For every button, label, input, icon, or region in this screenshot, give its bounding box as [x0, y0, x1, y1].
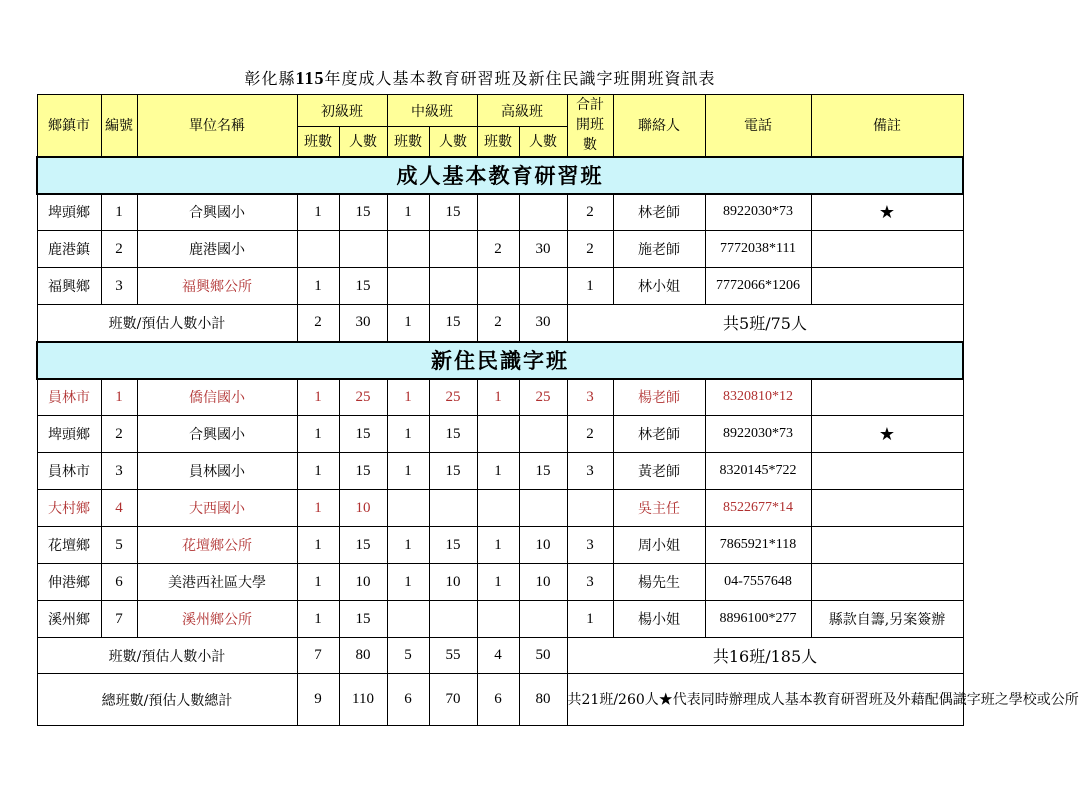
cell-b-c: 1: [297, 194, 339, 231]
cell-unit: 僑信國小: [137, 379, 297, 416]
cell-town: 花壇鄉: [37, 527, 101, 564]
table-row: [37, 527, 963, 564]
cell-m-c: [387, 490, 429, 527]
cell-b-c: [297, 231, 339, 268]
cell-a-c: 1: [477, 527, 519, 564]
subtotal-b-c: 7: [297, 638, 339, 674]
cell-note: [811, 564, 963, 601]
cell-b-c: 1: [297, 268, 339, 305]
cell-b-c: 1: [297, 416, 339, 453]
cell-m-c: 1: [387, 527, 429, 564]
star-icon: ★: [811, 194, 963, 231]
cell-contact: 林老師: [613, 194, 705, 231]
cell-town: 溪州鄉: [37, 601, 101, 638]
header-phone: 電話: [705, 95, 811, 157]
page-title: 彰化縣115年度成人基本教育研習班及新住民識字班開班資訊表: [244, 68, 716, 88]
cell-a-p: 15: [519, 453, 567, 490]
cell-a-c: [477, 601, 519, 638]
grand-total-a-c: 6: [477, 674, 519, 726]
cell-town: 埤頭鄉: [37, 194, 101, 231]
cell-b-c: 1: [297, 564, 339, 601]
header-middle-classes: 班數: [387, 127, 429, 157]
cell-contact: 林小姐: [613, 268, 705, 305]
header-contact: 聯絡人: [613, 95, 705, 157]
cell-phone: 7772066*1206: [705, 268, 811, 305]
cell-total-classes: 3: [567, 564, 613, 601]
cell-b-c: 1: [297, 453, 339, 490]
cell-m-c: [387, 601, 429, 638]
cell-unit: 合興國小: [137, 194, 297, 231]
cell-town: 福興鄉: [37, 268, 101, 305]
grand-total-summary: 共21班/260人★代表同時辦理成人基本教育研習班及外藉配偶識字班之學校或公所: [567, 674, 963, 726]
cell-total-classes: 3: [567, 379, 613, 416]
header-town: 鄉鎮市: [37, 95, 101, 157]
table-row: [37, 231, 963, 268]
cell-a-c: 1: [477, 453, 519, 490]
header-advanced-people: 人數: [519, 127, 567, 157]
cell-a-c: [477, 194, 519, 231]
subtotal-m-c: 5: [387, 638, 429, 674]
cell-no: 3: [101, 268, 137, 305]
subtotal-m-p: 15: [429, 305, 477, 342]
cell-town: 埤頭鄉: [37, 416, 101, 453]
cell-b-p: 15: [339, 601, 387, 638]
cell-total-classes: 2: [567, 194, 613, 231]
cell-no: 2: [101, 231, 137, 268]
cell-note: [811, 527, 963, 564]
cell-m-c: 1: [387, 416, 429, 453]
section-header-row: [37, 157, 963, 194]
cell-note: 縣款自籌,另案簽辦: [811, 601, 963, 638]
section-title: 成人基本教育研習班: [37, 157, 963, 194]
cell-phone: 7772038*111: [705, 231, 811, 268]
cell-a-p: [519, 601, 567, 638]
section-title: 新住民識字班: [37, 342, 963, 379]
cell-a-p: [519, 416, 567, 453]
subtotal-a-p: 50: [519, 638, 567, 674]
section-header-row: [37, 342, 963, 379]
cell-town: 大村鄉: [37, 490, 101, 527]
cell-total-classes: 1: [567, 268, 613, 305]
cell-a-c: [477, 490, 519, 527]
cell-total-classes: 1: [567, 601, 613, 638]
cell-unit: 合興國小: [137, 416, 297, 453]
cell-town: 員林市: [37, 453, 101, 490]
cell-phone: 8320810*12: [705, 379, 811, 416]
cell-b-p: 15: [339, 268, 387, 305]
cell-a-c: 2: [477, 231, 519, 268]
header-total-classes: 合計 開班 數: [567, 95, 613, 157]
cell-m-p: 15: [429, 527, 477, 564]
subtotal-a-p: 30: [519, 305, 567, 342]
subtotal-a-c: 4: [477, 638, 519, 674]
cell-a-c: 1: [477, 564, 519, 601]
cell-phone: 7865921*118: [705, 527, 811, 564]
cell-unit: 花壇鄉公所: [137, 527, 297, 564]
subtotal-row: [37, 305, 963, 342]
cell-m-c: 1: [387, 194, 429, 231]
cell-phone: 8320145*722: [705, 453, 811, 490]
table-row: [37, 490, 963, 527]
cell-total-classes: 3: [567, 453, 613, 490]
grand-total-b-c: 9: [297, 674, 339, 726]
cell-contact: 楊老師: [613, 379, 705, 416]
grand-total-row: [37, 674, 963, 726]
table-row: [37, 564, 963, 601]
cell-total-classes: 2: [567, 231, 613, 268]
cell-b-p: 10: [339, 564, 387, 601]
cell-contact: 施老師: [613, 231, 705, 268]
cell-m-c: 1: [387, 564, 429, 601]
header-note: 備註: [811, 95, 963, 157]
table-row: [37, 416, 963, 453]
cell-b-p: 10: [339, 490, 387, 527]
cell-m-p: 15: [429, 194, 477, 231]
cell-unit: 美港西社區大學: [137, 564, 297, 601]
cell-note: [811, 268, 963, 305]
table-row: [37, 379, 963, 416]
cell-a-p: [519, 268, 567, 305]
cell-a-p: 30: [519, 231, 567, 268]
cell-a-p: [519, 490, 567, 527]
cell-no: 2: [101, 416, 137, 453]
cell-no: 1: [101, 379, 137, 416]
cell-phone: 04-7557648: [705, 564, 811, 601]
subtotal-b-p: 30: [339, 305, 387, 342]
cell-m-c: 1: [387, 379, 429, 416]
cell-m-p: 15: [429, 416, 477, 453]
cell-unit: 大西國小: [137, 490, 297, 527]
cell-no: 4: [101, 490, 137, 527]
star-icon: ★: [811, 416, 963, 453]
header-beginner: 初級班: [297, 95, 387, 127]
cell-m-p: [429, 601, 477, 638]
cell-a-p: 10: [519, 564, 567, 601]
cell-contact: 林老師: [613, 416, 705, 453]
cell-phone: 8896100*277: [705, 601, 811, 638]
header-advanced-classes: 班數: [477, 127, 519, 157]
cell-a-c: 1: [477, 379, 519, 416]
cell-total-classes: 3: [567, 527, 613, 564]
cell-note: [811, 453, 963, 490]
cell-b-p: 15: [339, 453, 387, 490]
cell-note: [811, 490, 963, 527]
subtotal-b-c: 2: [297, 305, 339, 342]
cell-contact: 周小姐: [613, 527, 705, 564]
cell-m-p: [429, 490, 477, 527]
cell-contact: 楊小姐: [613, 601, 705, 638]
cell-b-p: 15: [339, 194, 387, 231]
cell-b-p: [339, 231, 387, 268]
cell-b-p: 15: [339, 527, 387, 564]
cell-no: 7: [101, 601, 137, 638]
cell-m-p: [429, 268, 477, 305]
cell-a-c: [477, 268, 519, 305]
table-row: [37, 268, 963, 305]
cell-phone: 8922030*73: [705, 194, 811, 231]
header-middle-people: 人數: [429, 127, 477, 157]
grand-total-label: 總班數/預估人數總計: [37, 674, 297, 726]
cell-contact: 楊先生: [613, 564, 705, 601]
cell-m-p: 25: [429, 379, 477, 416]
cell-a-p: 25: [519, 379, 567, 416]
cell-a-p: 10: [519, 527, 567, 564]
grand-total-b-p: 110: [339, 674, 387, 726]
table-row: [37, 601, 963, 638]
cell-b-c: 1: [297, 601, 339, 638]
cell-a-c: [477, 416, 519, 453]
cell-unit: 溪州鄉公所: [137, 601, 297, 638]
subtotal-label: 班數/預估人數小計: [37, 305, 297, 342]
cell-m-c: [387, 231, 429, 268]
header-middle: 中級班: [387, 95, 477, 127]
grand-total-m-c: 6: [387, 674, 429, 726]
subtotal-a-c: 2: [477, 305, 519, 342]
cell-m-p: [429, 231, 477, 268]
cell-b-c: 1: [297, 379, 339, 416]
cell-m-c: 1: [387, 453, 429, 490]
cell-b-c: 1: [297, 527, 339, 564]
cell-unit: 鹿港國小: [137, 231, 297, 268]
subtotal-b-p: 80: [339, 638, 387, 674]
cell-b-p: 15: [339, 416, 387, 453]
cell-phone: 8922030*73: [705, 416, 811, 453]
cell-no: 6: [101, 564, 137, 601]
cell-note: [811, 379, 963, 416]
subtotal-summary: 共5班/75人: [567, 305, 963, 342]
grand-total-m-p: 70: [429, 674, 477, 726]
header-no: 編號: [101, 95, 137, 157]
cell-unit: 福興鄉公所: [137, 268, 297, 305]
subtotal-m-c: 1: [387, 305, 429, 342]
class-info-table: [36, 94, 1079, 726]
subtotal-row: [37, 638, 963, 674]
header-unit: 單位名稱: [137, 95, 297, 157]
subtotal-summary: 共16班/185人: [567, 638, 963, 674]
header-beginner-classes: 班數: [297, 127, 339, 157]
cell-b-p: 25: [339, 379, 387, 416]
cell-m-p: 15: [429, 453, 477, 490]
header-beginner-people: 人數: [339, 127, 387, 157]
cell-total-classes: 2: [567, 416, 613, 453]
table-row: [37, 453, 963, 490]
cell-no: 1: [101, 194, 137, 231]
cell-phone: 8522677*14: [705, 490, 811, 527]
subtotal-m-p: 55: [429, 638, 477, 674]
cell-total-classes: [567, 490, 613, 527]
cell-contact: 吳主任: [613, 490, 705, 527]
cell-b-c: 1: [297, 490, 339, 527]
grand-total-a-p: 80: [519, 674, 567, 726]
cell-unit: 員林國小: [137, 453, 297, 490]
cell-town: 員林市: [37, 379, 101, 416]
cell-contact: 黃老師: [613, 453, 705, 490]
cell-town: 伸港鄉: [37, 564, 101, 601]
table-row: [37, 194, 963, 231]
subtotal-label: 班數/預估人數小計: [37, 638, 297, 674]
header-advanced: 高級班: [477, 95, 567, 127]
cell-a-p: [519, 194, 567, 231]
cell-m-p: 10: [429, 564, 477, 601]
cell-no: 3: [101, 453, 137, 490]
cell-town: 鹿港鎮: [37, 231, 101, 268]
cell-no: 5: [101, 527, 137, 564]
cell-note: [811, 231, 963, 268]
cell-m-c: [387, 268, 429, 305]
